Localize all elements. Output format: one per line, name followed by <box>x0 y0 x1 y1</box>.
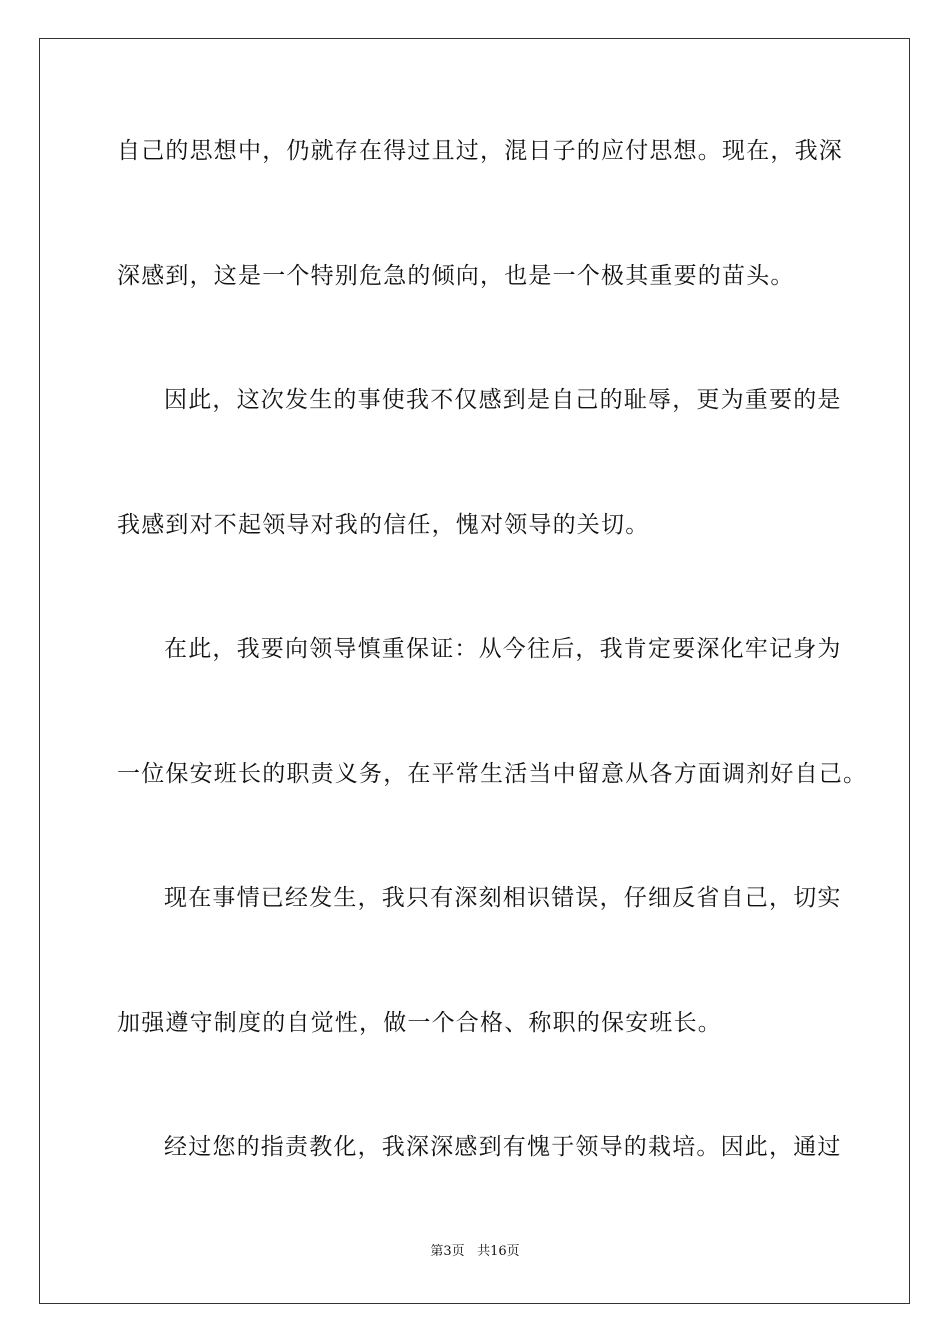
text-line: 一位保安班长的职责义务，在平常生活当中留意从各方面调剂好自己。 <box>117 761 868 787</box>
text-line: 在此，我要向领导慎重保证：从今往后，我肯定要深化牢记身为 <box>164 636 842 662</box>
text-line: 加强遵守制度的自觉性，做一个合格、称职的保安班长。 <box>117 1010 722 1036</box>
page-footer <box>0 1243 950 1261</box>
text-line: 经过您的指责教化，我深深感到有愧于领导的栽培。因此，通过 <box>164 1134 842 1160</box>
text-line: 深感到，这是一个特别危急的倾向，也是一个极其重要的苗头。 <box>117 263 795 289</box>
page-total: 共16页 <box>477 1244 520 1259</box>
text-line: 自己的思想中，仍就存在得过且过，混日子的应付思想。现在，我深 <box>117 138 843 164</box>
text-line: 现在事情已经发生，我只有深刻相识错误，仔细反省自己，切实 <box>164 885 842 911</box>
page-border <box>39 38 910 1304</box>
text-line: 因此，这次发生的事使我不仅感到是自己的耻辱，更为重要的是 <box>164 387 842 413</box>
text-line: 我感到对不起领导对我的信任，愧对领导的关切。 <box>117 512 650 538</box>
page-number: 第3页 <box>430 1244 465 1259</box>
